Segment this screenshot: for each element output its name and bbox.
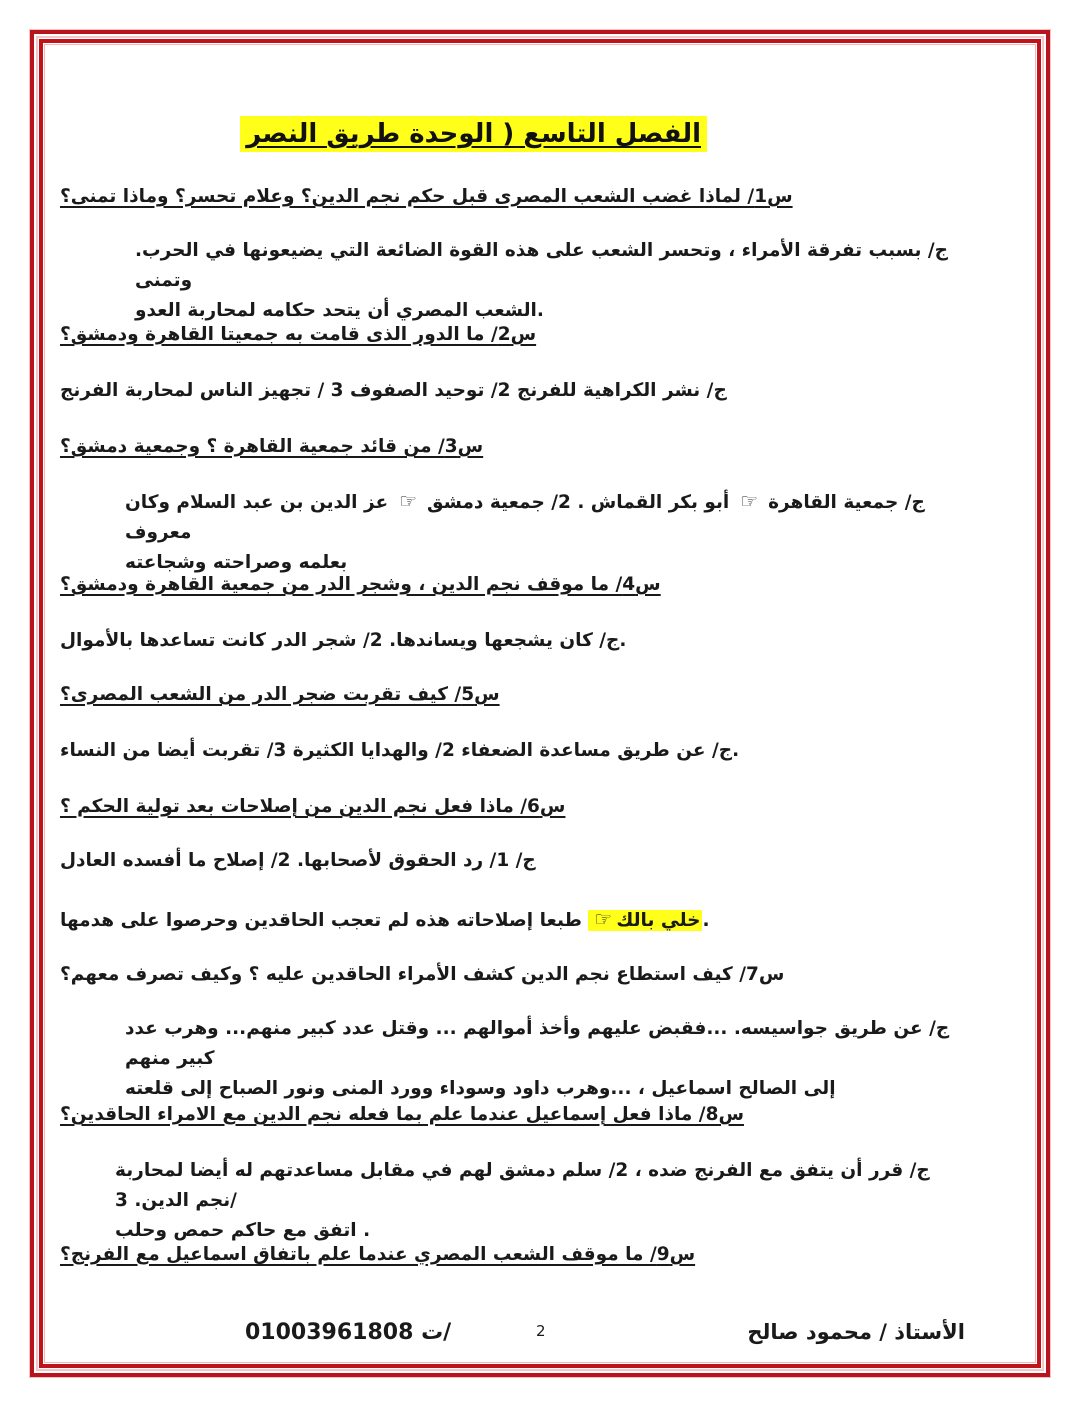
question-number: 8 — [705, 1104, 719, 1125]
question-number: 1 — [754, 186, 768, 207]
answer-4 — [60, 626, 965, 656]
question-prefix: س — [457, 436, 484, 457]
pointing-hand-icon: ☜ — [739, 489, 758, 513]
note-reminder — [60, 904, 965, 936]
question-8 — [60, 1100, 965, 1130]
answer-line: اتفق مع حاكم حمص وحلب . — [115, 1220, 371, 1241]
page-number: 2 — [536, 1322, 546, 1340]
answer-6 — [60, 846, 965, 876]
phone-contact — [245, 1320, 451, 1345]
question-text: / ما موقف الشعب المصري عندما علم باتفاق اسماعيل مع الفرنج؟ — [60, 1244, 657, 1265]
answer-1 — [135, 236, 965, 326]
answer-line: ج/ عن طريق جواسيسه. ...فقبض عليهم وأخذ أموالهم ... وقتل عدد كبير منهم... وهرب عدد كبير منهم — [125, 1018, 950, 1069]
question-text: / ما موقف نجم الدين ، وشجر الدر من جمعية القاهرة ودمشق؟ — [60, 574, 623, 595]
question-prefix: س — [767, 186, 793, 207]
page-footer — [60, 1320, 965, 1356]
question-text: س7/ كيف استطاع نجم الدين كشف الأمراء الحاقدين عليه ؟ وكيف تصرف معهم؟ — [60, 964, 785, 985]
answer-line: إلى الصالح اسماعيل ، ...وهرب داود وسوداء وورد المنى ونور الصباح إلى قلعته — [125, 1078, 836, 1099]
answer-line: ج/ 1/ رد الحقوق لأصحابها. 2/ إصلاح ما أفسده العادل — [60, 850, 536, 871]
phone-number: 01003961808 — [245, 1320, 414, 1345]
answer-8 — [115, 1156, 965, 1246]
question-number: 4 — [622, 574, 636, 595]
question-number: 3 — [444, 436, 458, 457]
document-page — [60, 60, 965, 152]
question-text: / من قائد جمعية القاهرة ؟ وجمعية دمشق؟ — [60, 436, 445, 457]
phone-label: ت/ — [421, 1320, 452, 1345]
answer-line: ج/ عن طريق مساعدة الضعفاء 2/ والهدايا الكثيرة 3/ تقربت أيضا من النساء. — [60, 740, 740, 761]
highlight-label: خلي بالك☜ — [588, 910, 702, 931]
question-prefix: س — [635, 574, 661, 595]
question-number: 5 — [461, 684, 475, 705]
question-text: / ما الدور الذى قامت به جمعيتا القاهرة ودمشق؟ — [60, 324, 498, 345]
question-number: 2 — [497, 324, 511, 345]
question-4 — [60, 570, 965, 600]
question-number: 9 — [656, 1244, 670, 1265]
pointing-hand-icon: ☜ — [398, 489, 417, 513]
pointing-hand-icon: ☜ — [594, 907, 613, 931]
chapter-title: الفصل التاسع ( الوحدة طريق النصر — [240, 116, 707, 152]
answer-2 — [60, 376, 965, 406]
question-prefix: س — [539, 796, 566, 817]
question-prefix: س — [474, 684, 500, 705]
question-3 — [60, 432, 965, 462]
question-text: / لماذا غضب الشعب المصرى قبل حكم نجم الدين؟ وعلام تحسر؟ وماذا تمنى؟ — [60, 186, 755, 207]
question-6 — [60, 792, 965, 822]
answer-5 — [60, 736, 965, 766]
question-2 — [60, 320, 965, 350]
answer-3 — [125, 486, 965, 578]
question-9 — [60, 1240, 965, 1270]
question-prefix: س — [669, 1244, 696, 1265]
question-7 — [60, 960, 965, 990]
answer-7 — [125, 1014, 965, 1104]
question-1 — [60, 182, 965, 212]
question-5 — [60, 680, 965, 710]
answer-line: ج/ كان يشجعها ويساندها. 2/ شجر الدر كانت تساعدها بالأموال. — [60, 630, 627, 651]
answer-line: ج/ نشر الكراهية للفرنج 2/ توحيد الصفوف 3 / تجهيز الناس لمحاربة الفرنج — [60, 380, 727, 401]
question-text: / ماذا فعل نجم الدين من إصلاحات بعد تولية الحكم ؟ — [60, 796, 528, 817]
answer-line: ج/ قرر أن يتفق مع الفرنج ضده ، 2/ سلم دمشق لهم في مقابل مساعدتهم له أيضا لمحاربة نجم الدين. 3/ — [115, 1160, 930, 1211]
answer-line: ج/ بسبب تفرقة الأمراء ، وتحسر الشعب على هذه القوة الضائعة التي يضيعونها في الحرب. وتمنى — [135, 240, 948, 291]
answer-line: بعلمه وصراحته وشجاعته — [125, 552, 348, 573]
question-prefix: س — [718, 1104, 744, 1125]
answer-line: ج/ جمعية القاهرة ☜ أبو بكر القماش . 2/ جمعية دمشق ☜ عز الدين بن عبد السلام وكان معروف — [125, 486, 965, 548]
question-number: 6 — [527, 796, 540, 817]
teacher-name: الأستاذ / محمود صالح — [747, 1320, 965, 1344]
question-text: / كيف تقربت ضجر الدر من الشعب المصرى؟ — [60, 684, 462, 705]
note-text: طبعا إصلاحاته هذه لم تعجب الحاقدين وحرصوا على هدمها. — [60, 910, 710, 931]
question-prefix: س — [510, 324, 537, 345]
answer-line: الشعب المصري أن يتحد حكامه لمحاربة العدو. — [135, 300, 544, 321]
title-row — [60, 116, 965, 152]
question-text: / ماذا فعل إسماعيل عندما علم بما فعله نجم الدين مع الامراء الحاقدين؟ — [60, 1104, 706, 1125]
